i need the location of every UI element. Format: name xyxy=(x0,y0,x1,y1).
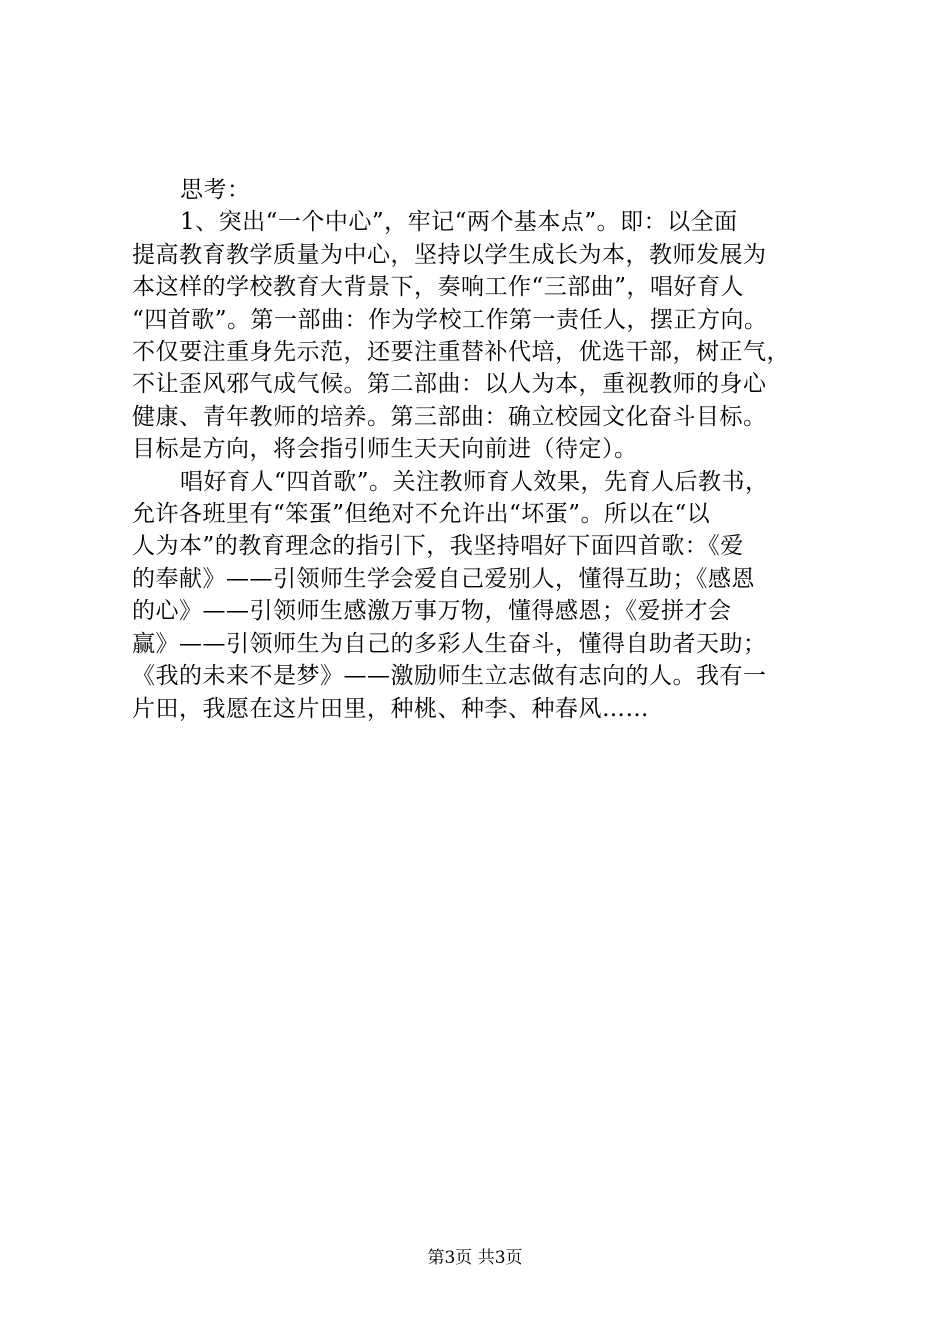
paragraph-2-line: 片田，我愿在这片田里，种桃、种李、种春风…… xyxy=(132,695,649,722)
paragraph-1-line: 目标是方向，将会指引师生天天向前进（待定）。 xyxy=(132,436,638,463)
paragraph-1-line: 不仅要注重身先示范，还要注重替补代培，优选干部，树正气， xyxy=(132,339,790,366)
paragraph-1-line: 提高教育教学质量为中心，坚持以学生成长为本，教师发展为 xyxy=(132,241,767,268)
paragraph-2-line: 人为本”的教育理念的指引下，我坚持唱好下面四首歌：《爱 xyxy=(132,533,744,560)
page-number-label: 第3页 共3页 xyxy=(427,1248,523,1268)
paragraph-2-line: 《我的未来不是梦》——激励师生立志做有志向的人。我有一 xyxy=(132,663,767,690)
paragraph-1-line: 1、突出“一个中心”，牢记“两个基本点”。即：以全面 xyxy=(180,209,738,236)
page-footer xyxy=(0,1243,950,1268)
paragraph-1-line: 不让歪风邪气成气候。第二部曲：以人为本，重视教师的身心 xyxy=(132,371,767,398)
paragraph-2 xyxy=(132,466,832,725)
heading-line xyxy=(132,174,832,206)
paragraph-2-line: 唱好育人“四首歌”。关注教师育人效果，先育人后教书， xyxy=(180,468,769,495)
paragraph-2-line: 赢》——引领师生为自己的多彩人生奋斗，懂得自助者天助； xyxy=(132,630,767,657)
heading-text: 思考： xyxy=(180,177,251,203)
paragraph-2-line: 允许各班里有“笨蛋”但绝对不允许出“坏蛋”。所以在“以 xyxy=(132,501,711,528)
paragraph-1-line: 本这样的学校教育大背景下，奏响工作“三部曲”，唱好育人 xyxy=(132,274,745,301)
paragraph-2-line: 的心》——引领师生感激万事万物，懂得感恩；《爱拼才会 xyxy=(132,598,732,625)
paragraph-1 xyxy=(132,206,832,465)
paragraph-1-line: 健康、青年教师的培养。第三部曲：确立校园文化奋斗目标。 xyxy=(132,403,767,430)
paragraph-2-line: 的奉献》——引领师生学会爱自己爱别人，懂得互助；《感恩 xyxy=(132,565,755,592)
paragraph-1-line: “四首歌”。第一部曲：作为学校工作第一责任人，摆正方向。 xyxy=(132,306,768,333)
document-body xyxy=(132,174,832,725)
